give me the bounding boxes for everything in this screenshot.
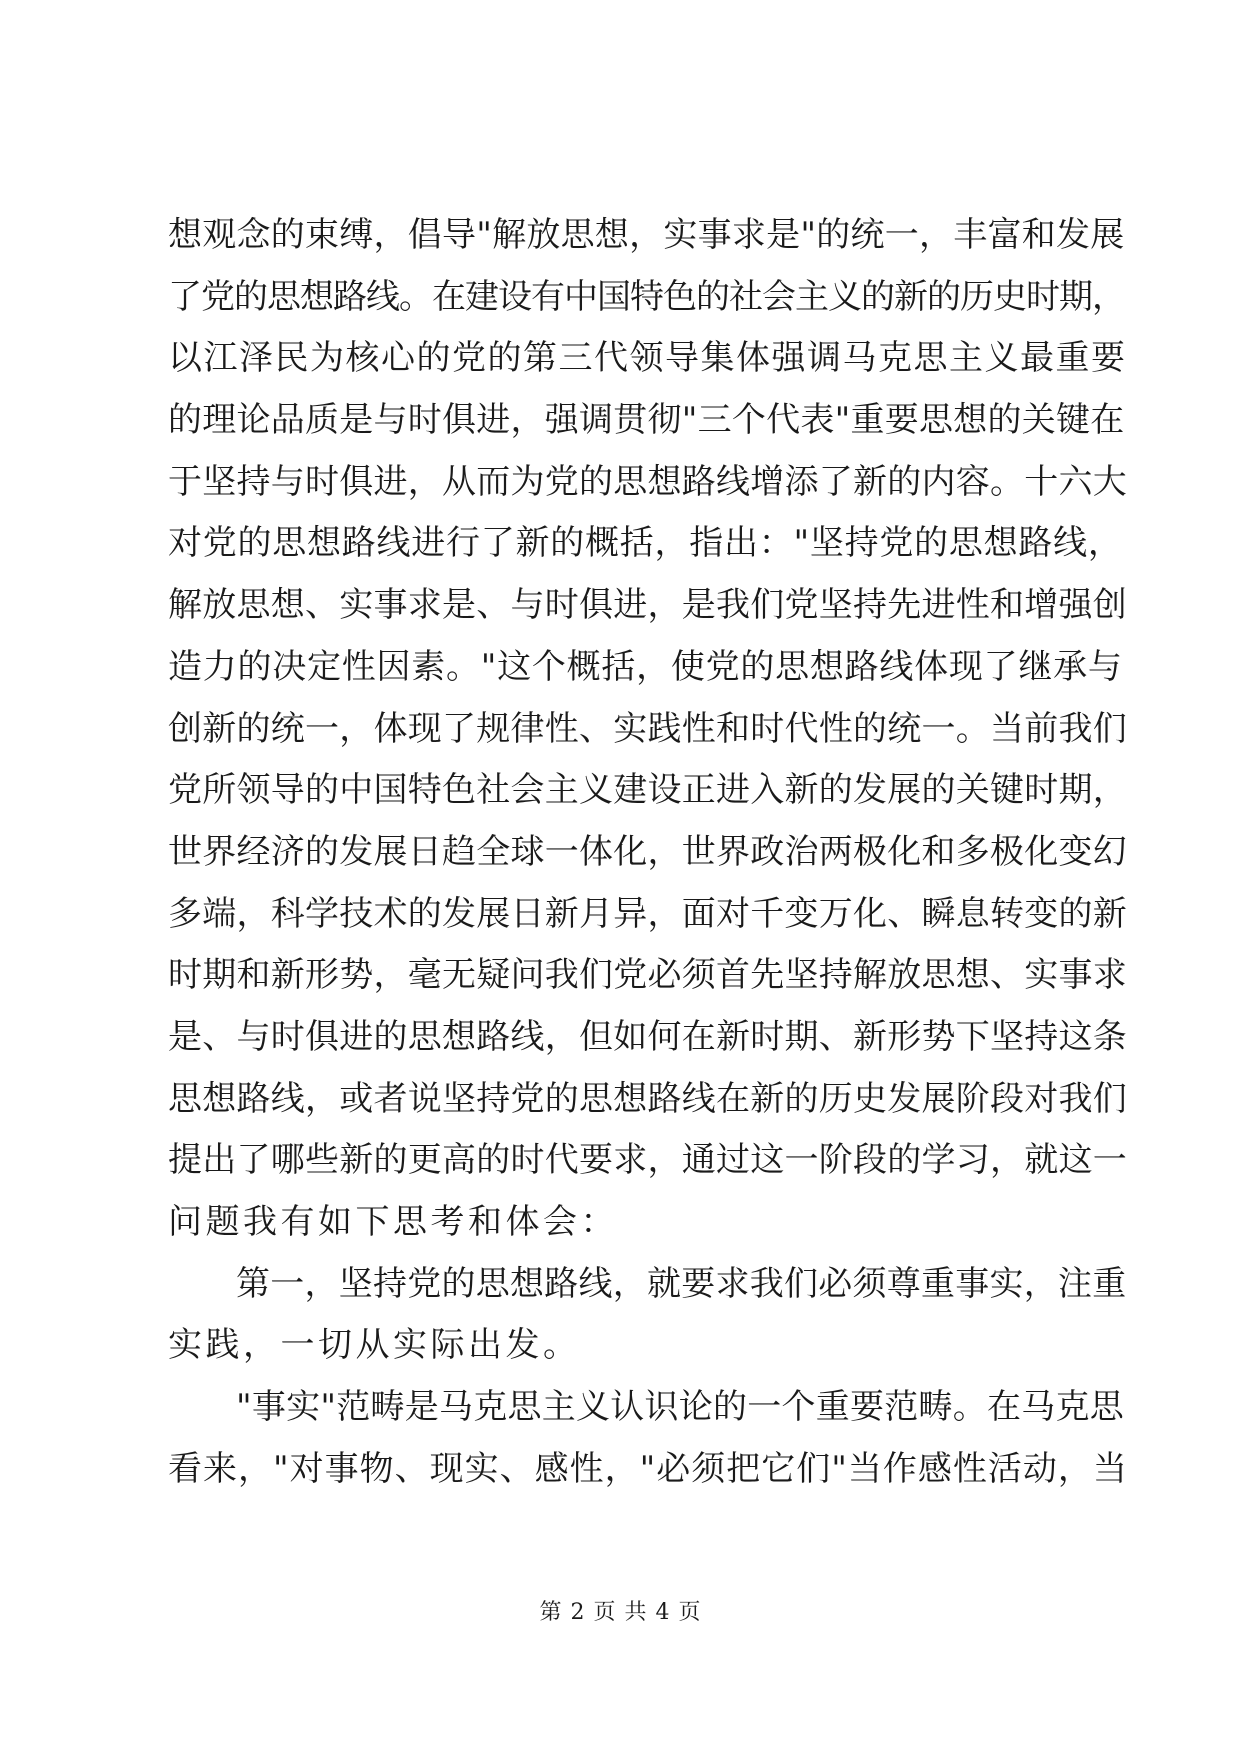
text-line: 的理论品质是与时俱进，强调贯彻"三个代表"重要思想的关键在 — [168, 400, 1125, 441]
paragraph-first-line: 第一，坚持党的思想路线，就要求我们必须尊重事实，注重 — [236, 1263, 1127, 1304]
text-line: 世界经济的发展日趋全球一体化，世界政治两极化和多极化变幻 — [168, 831, 1127, 872]
text-line: 想观念的束缚，倡导"解放思想，实事求是"的统一，丰富和发展 — [168, 215, 1125, 255]
text-line: 时期和新形势，毫无疑问我们党必须首先坚持解放思想、实事求 — [168, 955, 1127, 996]
text-line: 实践，一切从实际出发。 — [168, 1325, 581, 1366]
text-line: 提出了哪些新的更高的时代要求，通过这一阶段的学习，就这一 — [168, 1140, 1127, 1181]
text-line: 以江泽民为核心的党的第三代领导集体强调马克思主义最重要 — [168, 338, 1127, 379]
text-line: 对党的思想路线进行了新的概括，指出："坚持党的思想路线， — [168, 523, 1123, 564]
text-line: 创新的统一，体现了规律性、实践性和时代性的统一。当前我们 — [168, 708, 1127, 749]
text-line: 看来，"对事物、现实、感性，"必须把它们"当作感性活动，当 — [168, 1448, 1128, 1489]
page-number-label: 第 2 页 共 4 页 — [539, 1600, 702, 1625]
text-line: 问题我有如下思考和体会： — [168, 1202, 618, 1242]
paragraph-first-line: "事实"范畴是马克思主义认识论的一个重要范畴。在马克思 — [236, 1387, 1125, 1428]
text-line: 多端，科学技术的发展日新月异，面对千变万化、瞬息转变的新 — [168, 893, 1127, 934]
document-body — [168, 205, 1128, 1500]
text-line: 解放思想、实事求是、与时俱进，是我们党坚持先进性和增强创 — [168, 585, 1127, 626]
text-line: 于坚持与时俱进，从而为党的思想路线增添了新的内容。十六大 — [168, 461, 1127, 502]
text-line: 党所领导的中国特色社会主义建设正进入新的发展的关键时期， — [168, 770, 1127, 811]
text-line: 造力的决定性因素。"这个概括，使党的思想路线体现了继承与 — [168, 646, 1123, 687]
text-line: 思想路线，或者说坚持党的思想路线在新的历史发展阶段对我们 — [168, 1078, 1127, 1119]
text-line: 了党的思想路线。在建设有中国特色的社会主义的新的历史时期， — [168, 276, 1125, 317]
text-line: 是、与时俱进的思想路线，但如何在新时期、新形势下坚持这条 — [168, 1016, 1127, 1057]
page-footer — [0, 1598, 1241, 1628]
